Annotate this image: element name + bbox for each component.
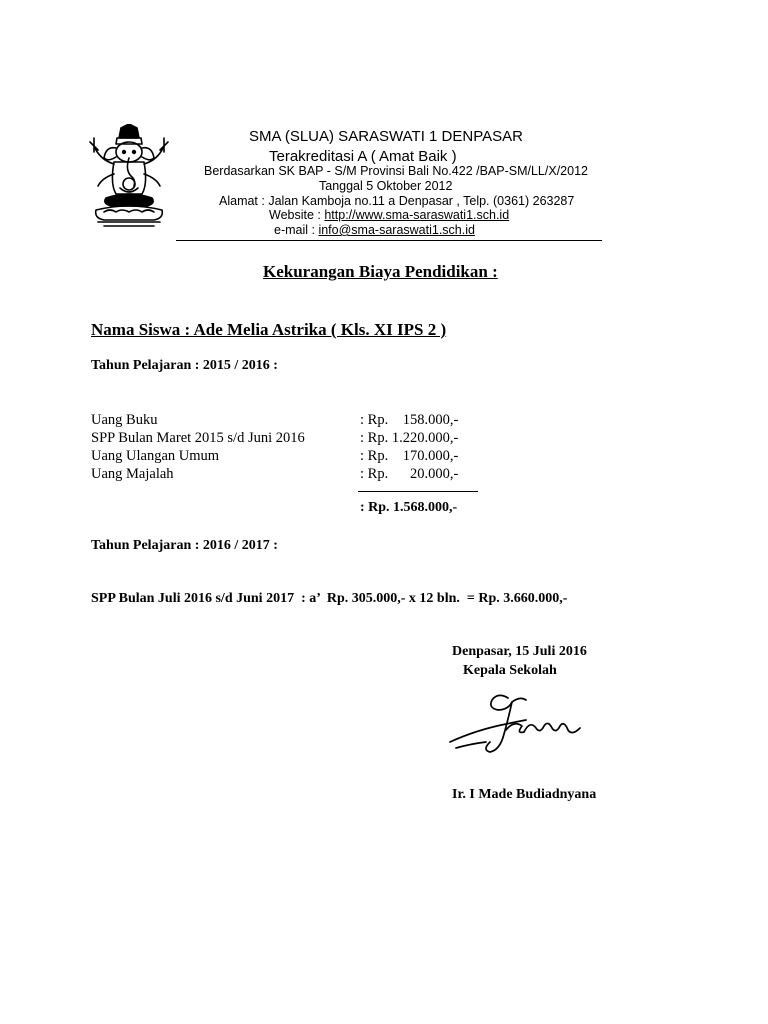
fee-row xyxy=(91,447,491,465)
header-divider xyxy=(176,240,602,241)
ganesha-emblem-icon xyxy=(84,124,174,228)
year2-line: SPP Bulan Juli 2016 s/d Juni 2017 : a’ Rp. 305.000,- x 12 bln. = Rp. 3.660.000,- xyxy=(91,591,568,606)
fee-amount: : Rp. 158.000,- xyxy=(360,412,459,428)
total-divider xyxy=(358,491,478,492)
decree-date: Tanggal 5 Oktober 2012 xyxy=(319,179,453,193)
fee-label: Uang Ulangan Umum xyxy=(91,448,220,464)
decree-line: Berdasarkan SK BAP - S/M Provinsi Bali No.422 /BAP-SM/LL/X/2012 xyxy=(204,164,588,178)
fee-row xyxy=(91,411,491,429)
fee-amount: : Rp. 1.220.000,- xyxy=(360,430,459,446)
handwritten-signature-icon xyxy=(446,690,586,756)
year1-label: Tahun Pelajaran : 2015 / 2016 : xyxy=(91,358,278,373)
email-line xyxy=(274,223,475,238)
fee-amount: : Rp. 170.000,- xyxy=(360,448,459,464)
fee-amount: : Rp. 20.000,- xyxy=(360,466,459,482)
year2-label: Tahun Pelajaran : 2016 / 2017 : xyxy=(91,538,278,553)
fee-row xyxy=(91,465,491,483)
student-line: Nama Siswa : Ade Melia Astrika ( Kls. XI IPS 2 ) xyxy=(91,320,447,339)
signature-place-date: Denpasar, 15 Juli 2016 xyxy=(452,644,587,659)
school-name: SMA (SLUA) SARASWATI 1 DENPASAR xyxy=(249,128,523,145)
signature-image xyxy=(446,690,586,756)
year1-items xyxy=(91,411,491,483)
document-title: Kekurangan Biaya Pendidikan : xyxy=(263,262,498,281)
fee-row xyxy=(91,429,491,447)
signer-name: Ir. I Made Budiadnyana xyxy=(452,787,597,802)
address-line: Alamat : Jalan Kamboja no.11 a Denpasar , Telp. (0361) 263287 xyxy=(219,194,575,208)
accreditation: Terakreditasi A ( Amat Baik ) xyxy=(269,148,457,165)
website-line xyxy=(269,208,509,223)
email-link[interactable]: info@sma-saraswati1.sch.id xyxy=(318,223,475,237)
fee-label: Uang Majalah xyxy=(91,466,174,482)
signature-position: Kepala Sekolah xyxy=(463,663,557,678)
website-link[interactable]: http://www.sma-saraswati1.sch.id xyxy=(324,208,510,222)
website-label: Website : xyxy=(269,208,325,222)
email-label: e-mail : xyxy=(274,223,319,237)
year1-total: : Rp. 1.568.000,- xyxy=(360,500,458,515)
school-logo xyxy=(84,124,174,228)
fee-label: SPP Bulan Maret 2015 s/d Juni 2016 xyxy=(91,430,305,446)
fee-label: Uang Buku xyxy=(91,412,158,428)
